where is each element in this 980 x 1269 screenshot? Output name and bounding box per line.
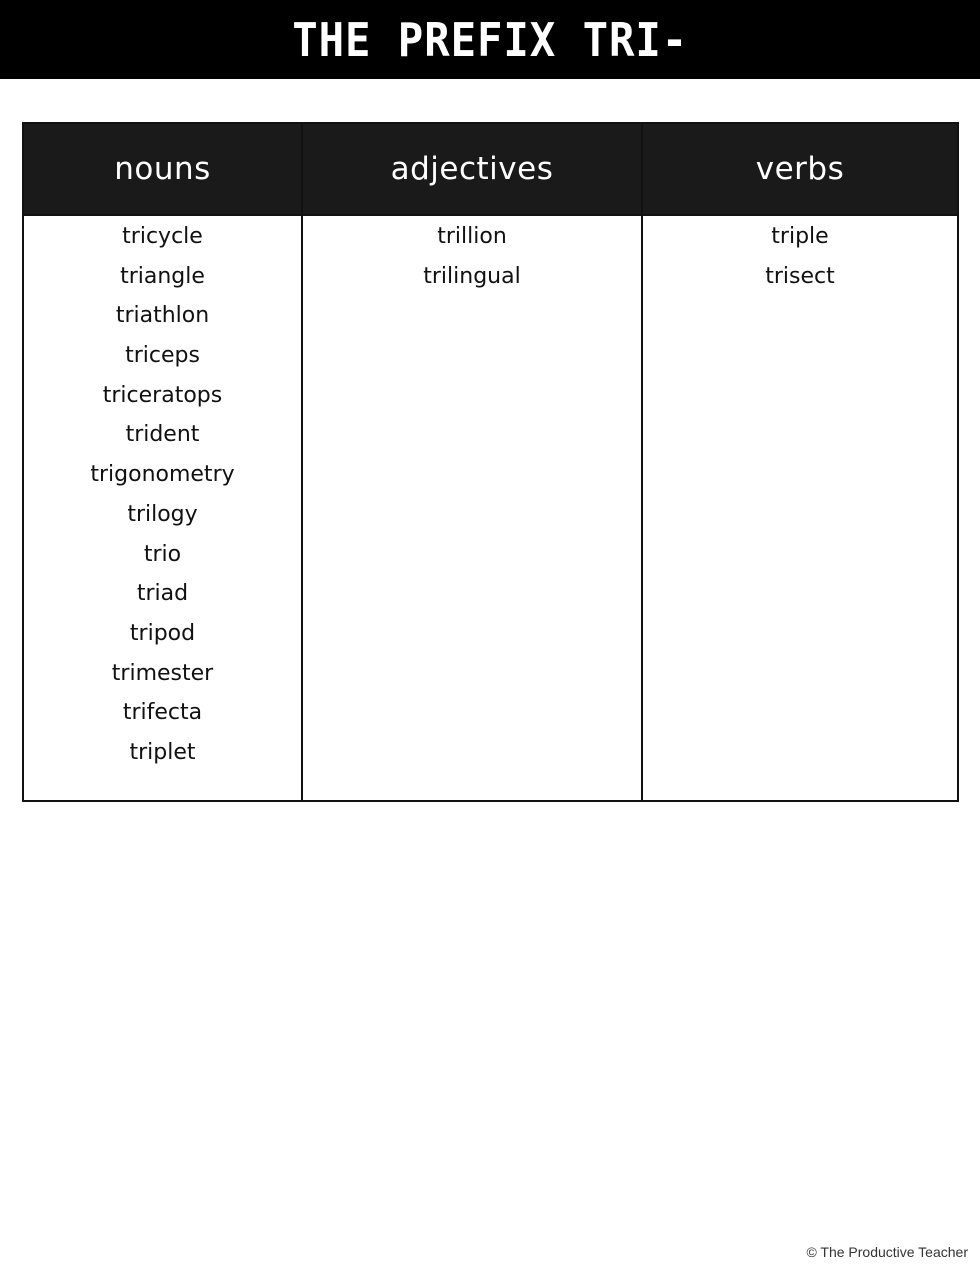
column-heading-verbs: verbs	[755, 151, 845, 187]
word-item: tripod	[129, 620, 196, 646]
column-header	[643, 124, 957, 216]
column-body	[643, 216, 957, 324]
page-title: THE PREFIX TRI-	[291, 12, 688, 67]
column-adjectives	[301, 124, 641, 800]
column-heading-nouns: nouns	[114, 151, 211, 187]
word-item: trilingual	[423, 263, 521, 289]
word-list-verbs	[643, 225, 957, 304]
word-item: triple	[771, 224, 829, 249]
word-item: trisect	[765, 263, 835, 289]
column-header	[24, 124, 301, 216]
word-item: trillion	[437, 224, 507, 249]
word-item: trigonometry	[90, 462, 235, 488]
word-item: tricycle	[122, 224, 203, 249]
word-item: triathlon	[115, 303, 210, 329]
word-item: trifecta	[122, 700, 203, 726]
word-list-nouns	[24, 225, 301, 781]
word-item: triad	[136, 581, 189, 607]
word-item: trio	[143, 541, 182, 567]
column-nouns	[24, 124, 301, 800]
word-item: triceps	[125, 343, 200, 369]
word-item: trident	[125, 422, 200, 448]
column-body	[24, 216, 301, 781]
column-header	[303, 124, 641, 216]
word-item: triplet	[129, 739, 196, 765]
word-item: trimester	[111, 660, 214, 686]
column-heading-adjectives: adjectives	[390, 151, 554, 187]
word-table	[22, 122, 959, 802]
column-verbs	[641, 124, 957, 800]
word-item: trilogy	[127, 501, 198, 527]
copyright-credit: © The Productive Teacher	[806, 1244, 968, 1260]
column-body	[303, 216, 641, 324]
word-item: triceratops	[102, 382, 223, 408]
word-item: triangle	[120, 263, 205, 289]
title-bar	[0, 0, 980, 79]
word-list-adjectives	[303, 225, 641, 304]
